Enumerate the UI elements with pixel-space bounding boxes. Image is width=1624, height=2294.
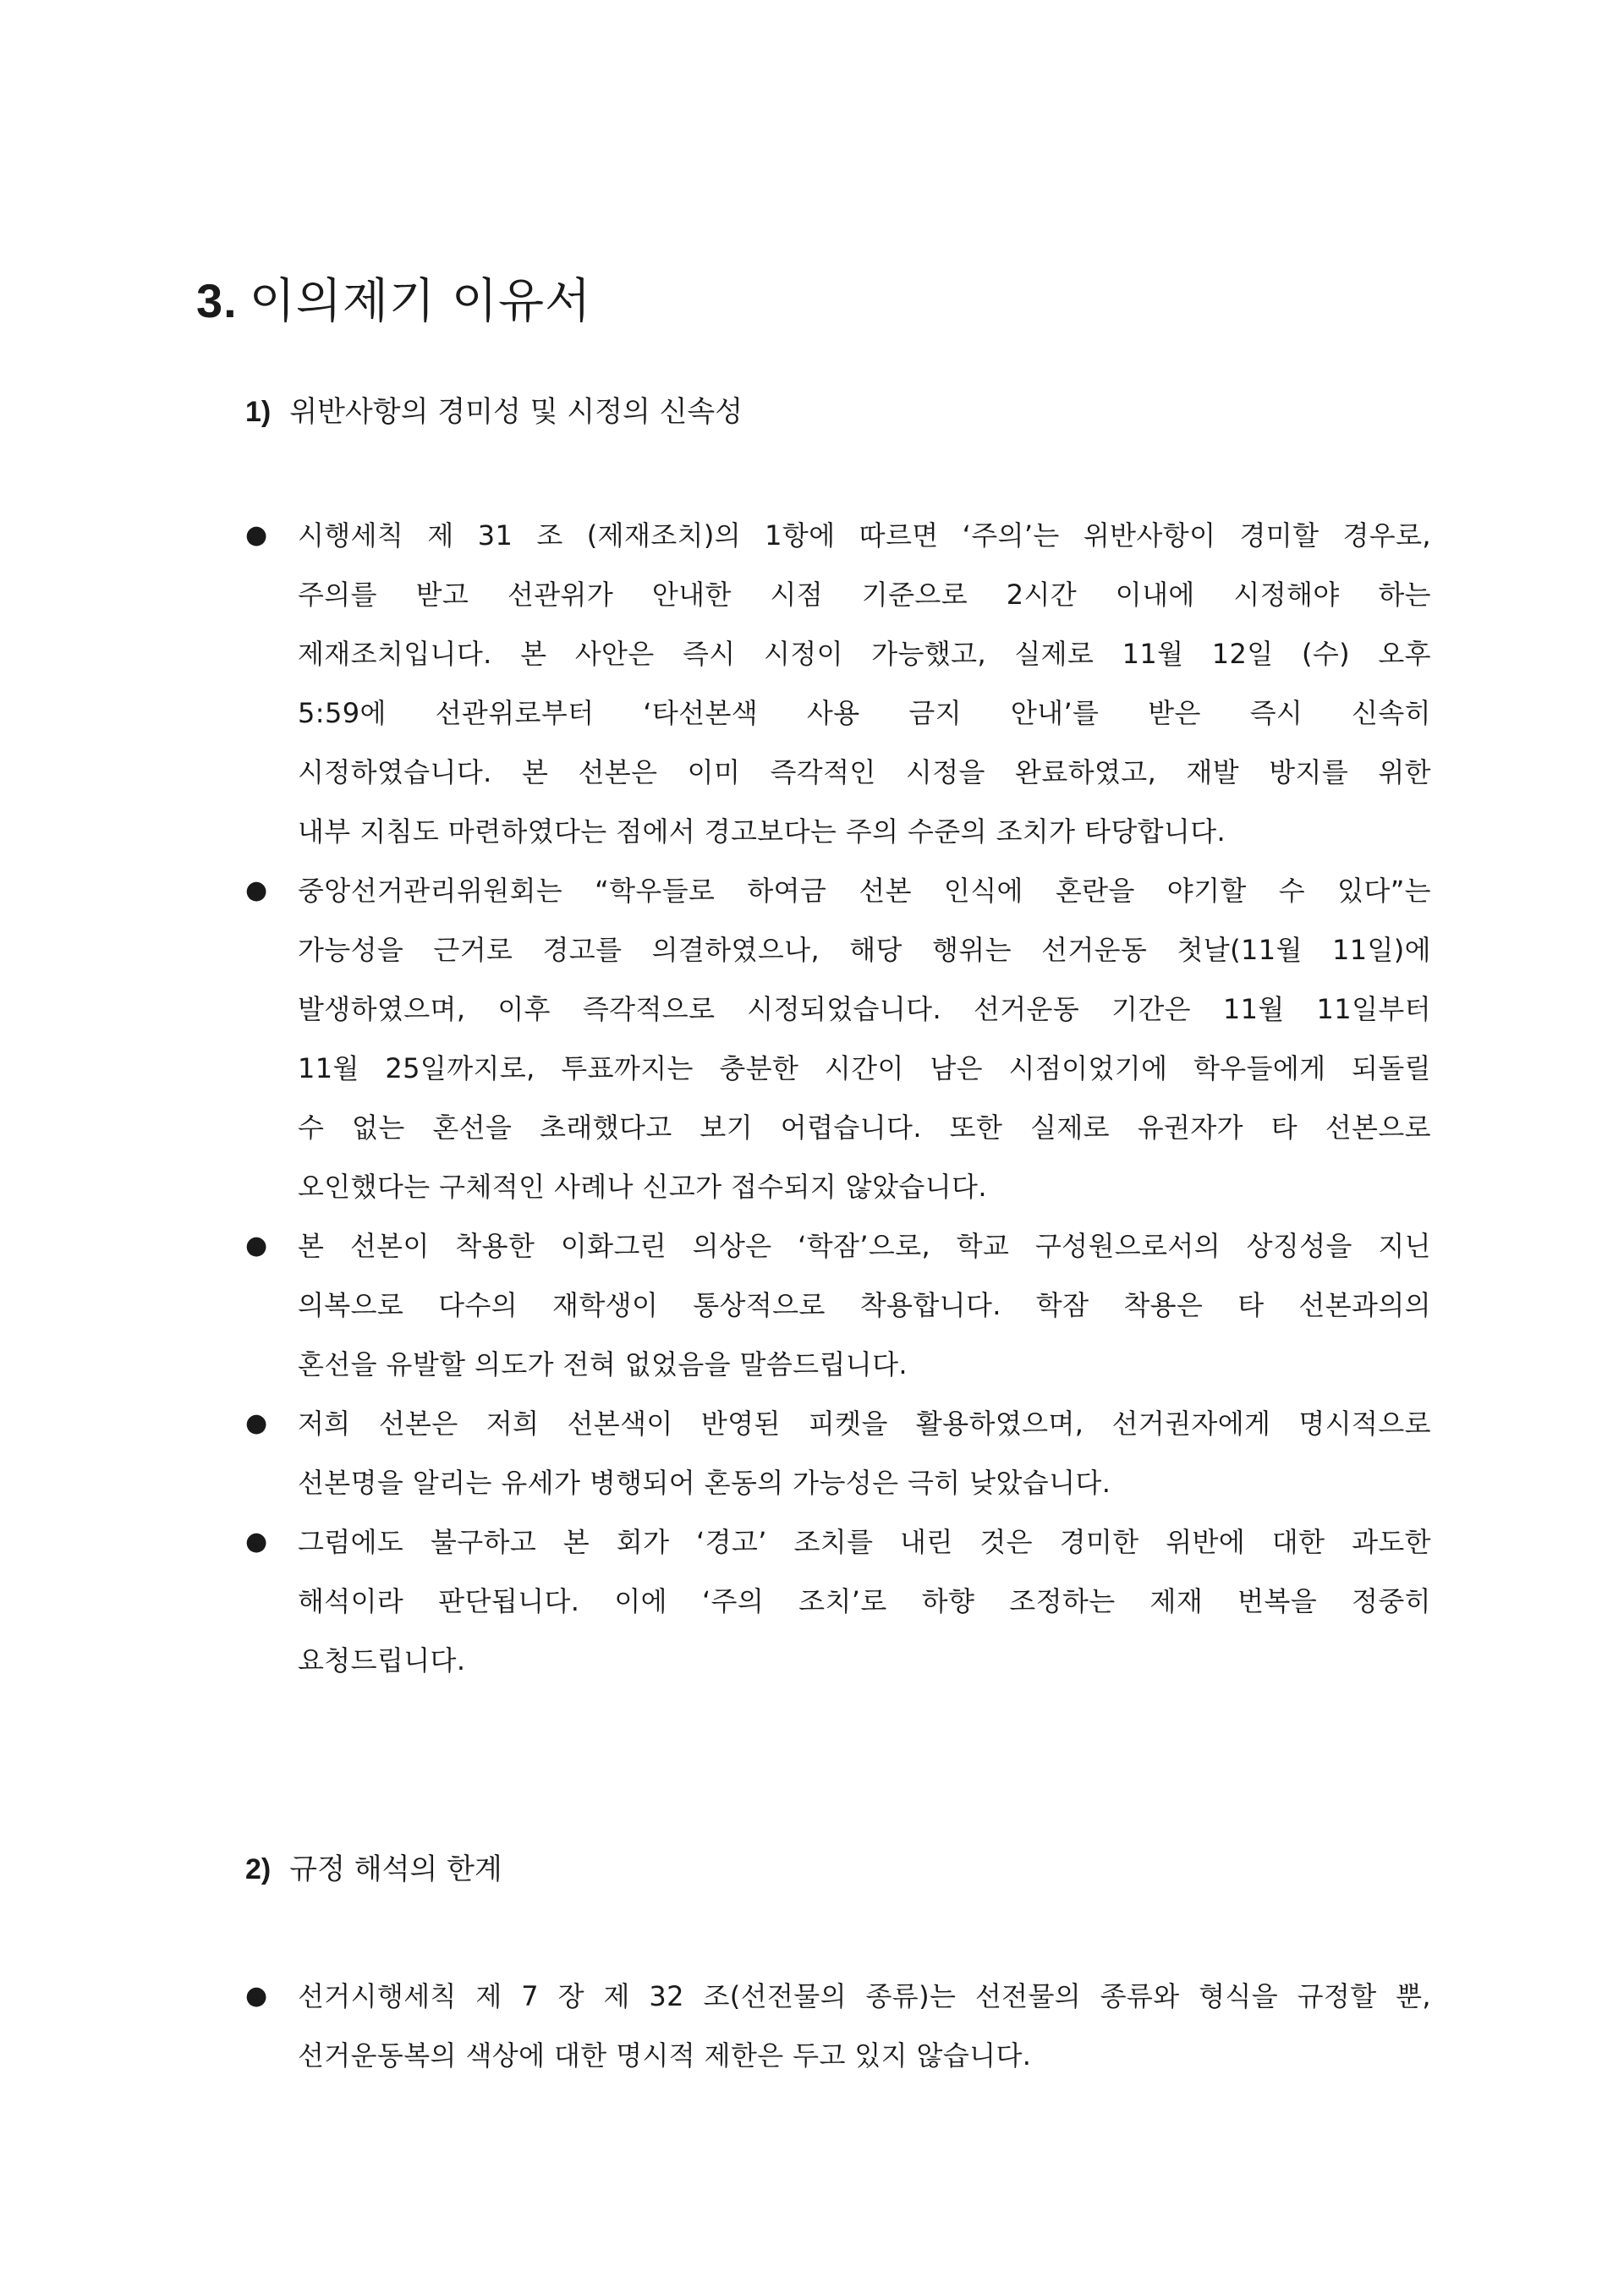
bullet-icon: ● — [245, 875, 268, 905]
text-line: 수 없는 혼선을 초래했다고 보기 어렵습니다. 또한 실제로 유권자가 타 선본으로 — [298, 1111, 1431, 1144]
paragraph — [298, 1216, 1431, 1394]
paragraph — [298, 1512, 1431, 1690]
text-line: 오인했다는 구체적인 사례나 신고가 접수되지 않았습니다. — [298, 1171, 987, 1203]
subsection-1-heading — [245, 391, 743, 433]
text-line: 내부 지침도 마련하였다는 점에서 경고보다는 주의 수준의 조치가 타당합니다. — [298, 815, 1226, 848]
text-line: 의복으로 다수의 재학생이 통상적으로 착용합니다. 학잠 착용은 타 선본과의의 — [298, 1289, 1431, 1321]
text-line: 중앙선거관리위원회는 “학우들로 하여금 선본 인식에 혼란을 야기할 수 있다”는 — [298, 875, 1431, 907]
bullet-icon: ● — [245, 1231, 268, 1260]
subsection-2-heading — [245, 1848, 502, 1891]
bullet-icon: ● — [245, 1981, 268, 2011]
text-line: 그럼에도 불구하고 본 회가 ‘경고’ 조치를 내린 것은 경미한 위반에 대한 과도한 — [298, 1526, 1431, 1558]
bullet-icon: ● — [245, 520, 268, 550]
text-line: 요청드립니다. — [298, 1644, 466, 1677]
text-line: 시정하였습니다. 본 선본은 이미 즉각적인 시정을 완료하였고, 재발 방지를 위한 — [298, 756, 1431, 788]
text-line: 주의를 받고 선관위가 안내한 시점 기준으로 2시간 이내에 시정해야 하는 — [298, 579, 1431, 611]
subsection-title: 규정 해석의 한계 — [289, 1852, 502, 1886]
section-heading — [196, 269, 591, 334]
paragraph — [298, 861, 1431, 1216]
text-line: 저희 선본은 저희 선본색이 반영된 피켓을 활용하였으며, 선거권자에게 명시적으로 — [298, 1408, 1431, 1440]
text-line: 11월 25일까지로, 투표까지는 충분한 시간이 남은 시점이었기에 학우들에게 되돌릴 — [298, 1052, 1431, 1084]
bullet-icon: ● — [245, 1408, 268, 1438]
text-line: 발생하였으며, 이후 즉각적으로 시정되었습니다. 선거운동 기간은 11월 11일부터 — [298, 993, 1431, 1025]
paragraph — [298, 1394, 1431, 1512]
paragraph — [298, 1967, 1431, 2085]
subsection-title: 위반사항의 경미성 및 시정의 신속성 — [289, 395, 743, 429]
text-line: 혼선을 유발할 의도가 전혀 없었음을 말씀드립니다. — [298, 1348, 908, 1380]
text-line: 선거시행세칙 제 7 장 제 32 조(선전물의 종류)는 선전물의 종류와 형식을 규정할 뿐, — [298, 1980, 1431, 2012]
text-line: 시행세칙 제 31 조 (제재조치)의 1항에 따르면 ‘주의’는 위반사항이 경미할 경우로, — [298, 519, 1431, 552]
text-line: 가능성을 근거로 경고를 의결하였으나, 해당 행위는 선거운동 첫날(11월 11일)에 — [298, 934, 1431, 966]
text-line: 선본명을 알리는 유세가 병행되어 혼동의 가능성은 극히 낮았습니다. — [298, 1467, 1111, 1499]
heading-number: 3. — [196, 274, 238, 327]
paragraph — [298, 506, 1431, 861]
bullet-icon: ● — [245, 1527, 268, 1556]
heading-title: 이의제기 이유서 — [249, 274, 592, 329]
text-line: 본 선본이 착용한 이화그린 의상은 ‘학잠’으로, 학교 구성원으로서의 상징성을 지닌 — [298, 1230, 1431, 1262]
subsection-number: 1) — [245, 396, 272, 428]
text-line: 5:59에 선관위로부터 ‘타선본색 사용 금지 안내’를 받은 즉시 신속히 — [298, 697, 1431, 729]
subsection-number: 2) — [245, 1853, 272, 1885]
text-line: 해석이라 판단됩니다. 이에 ‘주의 조치’로 하향 조정하는 제재 번복을 정중히 — [298, 1585, 1431, 1617]
text-line: 제재조치입니다. 본 사안은 즉시 시정이 가능했고, 실제로 11월 12일 (수) 오후 — [298, 638, 1431, 670]
text-line: 선거운동복의 색상에 대한 명시적 제한은 두고 있지 않습니다. — [298, 2039, 1032, 2072]
